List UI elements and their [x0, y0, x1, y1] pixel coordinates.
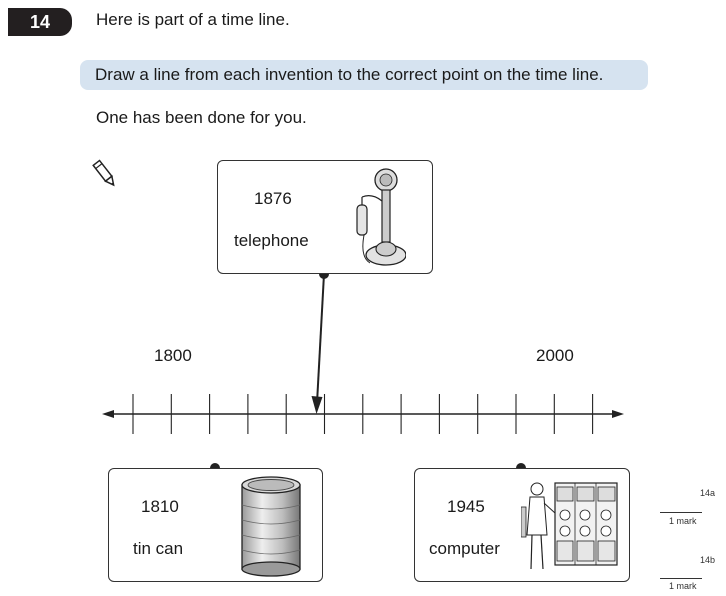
card-computer [414, 468, 630, 582]
card-year: 1945 [447, 497, 485, 516]
timeline-left-arrowhead [102, 410, 114, 418]
mark-line-14b [660, 578, 702, 579]
year-label-1800: 1800 [154, 346, 192, 365]
card-year: 1810 [141, 497, 179, 516]
card-name: computer [429, 539, 500, 558]
answer-line-telephone[interactable] [317, 274, 324, 403]
question-number: 14 [8, 8, 72, 36]
tin-can-icon [239, 475, 303, 579]
instruction-text: Draw a line from each invention to the correct point on the time line. [95, 65, 604, 84]
mark-id-14a: 14a [700, 488, 716, 498]
computer-icon [521, 477, 625, 577]
year-label-2000: 2000 [536, 346, 574, 365]
card-name: telephone [234, 231, 309, 250]
candlestick-telephone-icon [350, 165, 406, 271]
question-stem: Here is part of a time line. [96, 10, 290, 29]
card-name: tin can [133, 539, 184, 558]
timeline-right-arrowhead [612, 410, 624, 418]
card-tin-can [108, 468, 323, 582]
mark-label-14a: 1 mark [669, 516, 697, 526]
mark-line-14a [660, 512, 702, 513]
mark-label-14b: 1 mark [669, 581, 697, 591]
card-telephone [217, 160, 433, 274]
card-year: 1876 [254, 189, 292, 208]
example-note: One has been done for you. [96, 108, 307, 127]
answer-arrowhead [312, 396, 323, 414]
mark-id-14b: 14b [700, 555, 716, 565]
